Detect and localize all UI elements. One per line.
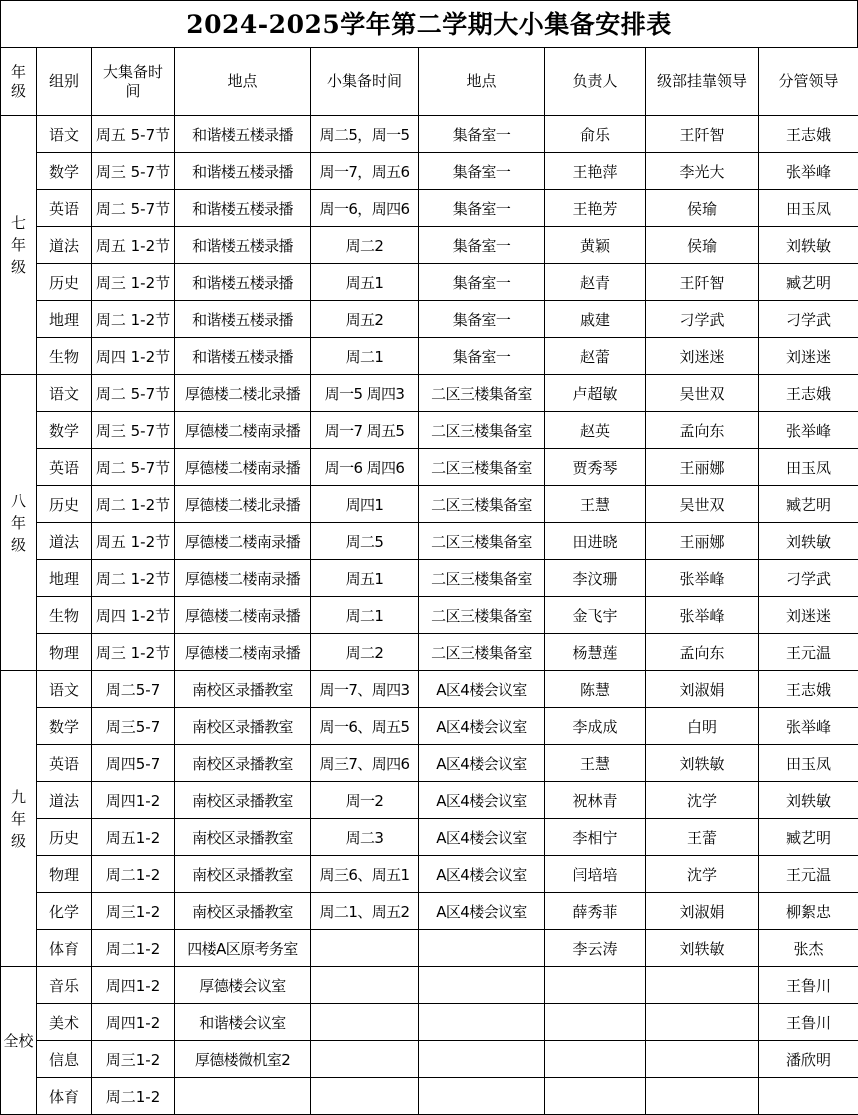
small-time-cell: 周五1: [311, 560, 419, 597]
subject-cell: 道法: [37, 227, 92, 264]
big-time-cell: 周四 1-2节: [92, 597, 175, 634]
table-row: [1, 745, 858, 782]
supervisor-cell: 田玉凤: [759, 745, 858, 782]
small-time-cell: 周二2: [311, 634, 419, 671]
small-time-cell: 周四1: [311, 486, 419, 523]
small-place-cell: A区4楼会议室: [419, 893, 545, 930]
big-time-cell: 周四5-7: [92, 745, 175, 782]
supervisor-cell: 刘迷迷: [759, 597, 858, 634]
big-time-cell: 周五 1-2节: [92, 523, 175, 560]
big-place-cell: 和谐楼五楼录播: [175, 227, 311, 264]
owner-cell: [545, 1004, 646, 1041]
owner-cell: [545, 1041, 646, 1078]
big-place-cell: 和谐楼五楼录播: [175, 301, 311, 338]
small-time-cell: 周二1: [311, 338, 419, 375]
small-place-cell: A区4楼会议室: [419, 745, 545, 782]
small-place-cell: 集备室一: [419, 338, 545, 375]
subject-cell: 历史: [37, 264, 92, 301]
big-time-cell: 周三1-2: [92, 1041, 175, 1078]
grade-cell: 九年级: [1, 671, 37, 967]
header-grade: 年级: [1, 48, 37, 116]
subject-cell: 英语: [37, 190, 92, 227]
grade-leader-cell: 吴世双: [646, 486, 759, 523]
grade-leader-cell: 沈学: [646, 782, 759, 819]
subject-cell: 道法: [37, 523, 92, 560]
grade-leader-cell: 刁学武: [646, 301, 759, 338]
big-time-cell: 周二 1-2节: [92, 486, 175, 523]
big-time-cell: 周二 5-7节: [92, 375, 175, 412]
owner-cell: 俞乐: [545, 116, 646, 153]
supervisor-cell: 刘迷迷: [759, 338, 858, 375]
small-time-cell: 周一7、周四3: [311, 671, 419, 708]
big-time-cell: 周二1-2: [92, 1078, 175, 1115]
table-row: [1, 1041, 858, 1078]
big-place-cell: 和谐楼五楼录播: [175, 190, 311, 227]
big-place-cell: 南校区录播教室: [175, 671, 311, 708]
small-time-cell: 周五1: [311, 264, 419, 301]
small-time-cell: 周二2: [311, 227, 419, 264]
supervisor-cell: 刘轶敏: [759, 523, 858, 560]
grade-leader-cell: 刘淑娟: [646, 893, 759, 930]
owner-cell: 金飞宇: [545, 597, 646, 634]
table-row: [1, 930, 858, 967]
grade-cell: 八年级: [1, 375, 37, 671]
small-time-cell: 周一5 周四3: [311, 375, 419, 412]
big-place-cell: 厚德楼会议室: [175, 967, 311, 1004]
supervisor-cell: 张杰: [759, 930, 858, 967]
grade-leader-cell: 吴世双: [646, 375, 759, 412]
owner-cell: 戚建: [545, 301, 646, 338]
table-row: [1, 856, 858, 893]
small-time-cell: 周五2: [311, 301, 419, 338]
owner-cell: 卢超敏: [545, 375, 646, 412]
grade-leader-cell: 张举峰: [646, 560, 759, 597]
big-place-cell: 和谐楼会议室: [175, 1004, 311, 1041]
supervisor-cell: 臧艺明: [759, 486, 858, 523]
subject-cell: 语文: [37, 116, 92, 153]
table-row: [1, 523, 858, 560]
owner-cell: 祝林青: [545, 782, 646, 819]
big-time-cell: 周三 1-2节: [92, 634, 175, 671]
owner-cell: [545, 967, 646, 1004]
small-place-cell: A区4楼会议室: [419, 782, 545, 819]
small-place-cell: 二区三楼集备室: [419, 486, 545, 523]
small-time-cell: 周一2: [311, 782, 419, 819]
header-small-time: 小集备时间: [311, 48, 419, 116]
supervisor-cell: 刘轶敏: [759, 782, 858, 819]
header-owner: 负责人: [545, 48, 646, 116]
table-row: [1, 597, 858, 634]
page-title: 2024-2025学年第二学期大小集备安排表: [0, 0, 858, 47]
big-time-cell: 周五1-2: [92, 819, 175, 856]
small-place-cell: A区4楼会议室: [419, 708, 545, 745]
small-time-cell: 周一6 周四6: [311, 449, 419, 486]
small-time-cell: [311, 930, 419, 967]
supervisor-cell: 王鲁川: [759, 1004, 858, 1041]
big-time-cell: 周三 5-7节: [92, 412, 175, 449]
subject-cell: 生物: [37, 597, 92, 634]
supervisor-cell: 田玉凤: [759, 449, 858, 486]
big-time-cell: 周五 1-2节: [92, 227, 175, 264]
owner-cell: 李相宁: [545, 819, 646, 856]
supervisor-cell: 王元温: [759, 634, 858, 671]
owner-cell: 赵英: [545, 412, 646, 449]
grade-leader-cell: 孟向东: [646, 412, 759, 449]
table-row: [1, 338, 858, 375]
owner-cell: 赵蕾: [545, 338, 646, 375]
small-time-cell: 周二5: [311, 523, 419, 560]
small-time-cell: 周一6，周四6: [311, 190, 419, 227]
grade-leader-cell: 王阡智: [646, 264, 759, 301]
small-place-cell: A区4楼会议室: [419, 819, 545, 856]
grade-leader-cell: 王丽娜: [646, 449, 759, 486]
table-row: [1, 1004, 858, 1041]
table-row: [1, 412, 858, 449]
big-place-cell: 和谐楼五楼录播: [175, 264, 311, 301]
small-place-cell: [419, 967, 545, 1004]
subject-cell: 数学: [37, 412, 92, 449]
owner-cell: 黄颖: [545, 227, 646, 264]
big-time-cell: 周二 5-7节: [92, 449, 175, 486]
small-place-cell: [419, 1078, 545, 1115]
grade-leader-cell: 刘迷迷: [646, 338, 759, 375]
small-time-cell: 周一7，周五6: [311, 153, 419, 190]
small-time-cell: 周一7 周五5: [311, 412, 419, 449]
header-supervisor: 分管领导: [759, 48, 858, 116]
big-time-cell: 周二 1-2节: [92, 560, 175, 597]
big-place-cell: 厚德楼二楼南录播: [175, 634, 311, 671]
small-place-cell: A区4楼会议室: [419, 671, 545, 708]
small-time-cell: 周二5，周一5: [311, 116, 419, 153]
big-time-cell: 周三5-7: [92, 708, 175, 745]
subject-cell: 体育: [37, 930, 92, 967]
subject-cell: 体育: [37, 1078, 92, 1115]
big-place-cell: 南校区录播教室: [175, 708, 311, 745]
subject-cell: 数学: [37, 708, 92, 745]
small-place-cell: 二区三楼集备室: [419, 523, 545, 560]
big-time-cell: 周三1-2: [92, 893, 175, 930]
big-time-cell: 周四 1-2节: [92, 338, 175, 375]
grade-leader-cell: [646, 1004, 759, 1041]
subject-cell: 地理: [37, 560, 92, 597]
big-place-cell: 四楼A区原考务室: [175, 930, 311, 967]
schedule-table: [0, 47, 858, 1115]
table-row: [1, 375, 858, 412]
big-time-cell: 周三 1-2节: [92, 264, 175, 301]
table-row: [1, 634, 858, 671]
small-place-cell: 集备室一: [419, 190, 545, 227]
small-place-cell: 二区三楼集备室: [419, 375, 545, 412]
supervisor-cell: 王志娥: [759, 671, 858, 708]
supervisor-cell: 田玉凤: [759, 190, 858, 227]
subject-cell: 物理: [37, 634, 92, 671]
table-row: [1, 264, 858, 301]
small-time-cell: 周三6、周五1: [311, 856, 419, 893]
big-time-cell: 周二 5-7节: [92, 190, 175, 227]
supervisor-cell: 柳絮忠: [759, 893, 858, 930]
table-row: [1, 708, 858, 745]
big-place-cell: 厚德楼二楼北录播: [175, 375, 311, 412]
table-row: [1, 227, 858, 264]
subject-cell: 化学: [37, 893, 92, 930]
grade-leader-cell: 王丽娜: [646, 523, 759, 560]
big-time-cell: 周二1-2: [92, 856, 175, 893]
grade-leader-cell: 王阡智: [646, 116, 759, 153]
owner-cell: 闫培培: [545, 856, 646, 893]
grade-leader-cell: 张举峰: [646, 597, 759, 634]
owner-cell: 薛秀菲: [545, 893, 646, 930]
subject-cell: 英语: [37, 449, 92, 486]
small-place-cell: [419, 930, 545, 967]
grade-leader-cell: 白明: [646, 708, 759, 745]
small-place-cell: 二区三楼集备室: [419, 560, 545, 597]
supervisor-cell: 臧艺明: [759, 264, 858, 301]
table-row: [1, 560, 858, 597]
header-big-time: 大集备时间: [92, 48, 175, 116]
big-place-cell: 南校区录播教室: [175, 856, 311, 893]
grade-cell: 七年级: [1, 116, 37, 375]
supervisor-cell: 王志娥: [759, 375, 858, 412]
big-time-cell: 周四1-2: [92, 782, 175, 819]
owner-cell: 赵青: [545, 264, 646, 301]
owner-cell: [545, 1078, 646, 1115]
big-place-cell: 和谐楼五楼录播: [175, 153, 311, 190]
supervisor-cell: [759, 1078, 858, 1115]
owner-cell: 贾秀琴: [545, 449, 646, 486]
owner-cell: 王慧: [545, 486, 646, 523]
grade-leader-cell: [646, 967, 759, 1004]
small-place-cell: 二区三楼集备室: [419, 412, 545, 449]
big-time-cell: 周二5-7: [92, 671, 175, 708]
small-time-cell: [311, 1078, 419, 1115]
grade-leader-cell: 李光大: [646, 153, 759, 190]
grade-leader-cell: 沈学: [646, 856, 759, 893]
owner-cell: 李成成: [545, 708, 646, 745]
small-place-cell: 集备室一: [419, 227, 545, 264]
big-place-cell: [175, 1078, 311, 1115]
table-row: [1, 893, 858, 930]
small-time-cell: 周一6、周五5: [311, 708, 419, 745]
big-time-cell: 周四1-2: [92, 1004, 175, 1041]
big-place-cell: 南校区录播教室: [175, 819, 311, 856]
table-row: [1, 967, 858, 1004]
header-subject: 组别: [37, 48, 92, 116]
owner-cell: 田进晓: [545, 523, 646, 560]
grade-leader-cell: 王蕾: [646, 819, 759, 856]
table-row: [1, 819, 858, 856]
owner-cell: 陈慧: [545, 671, 646, 708]
big-place-cell: 厚德楼二楼南录播: [175, 523, 311, 560]
big-time-cell: 周二1-2: [92, 930, 175, 967]
grade-leader-cell: 侯瑜: [646, 190, 759, 227]
table-row: [1, 116, 858, 153]
big-place-cell: 厚德楼二楼南录播: [175, 412, 311, 449]
big-time-cell: 周五 5-7节: [92, 116, 175, 153]
big-place-cell: 厚德楼二楼北录播: [175, 486, 311, 523]
header-grade-leader: 级部挂靠领导: [646, 48, 759, 116]
big-time-cell: 周二 1-2节: [92, 301, 175, 338]
supervisor-cell: 刁学武: [759, 560, 858, 597]
small-place-cell: 二区三楼集备室: [419, 634, 545, 671]
big-place-cell: 和谐楼五楼录播: [175, 116, 311, 153]
small-time-cell: 周二1、周五2: [311, 893, 419, 930]
owner-cell: 王艳萍: [545, 153, 646, 190]
table-row: [1, 486, 858, 523]
grade-leader-cell: 刘轶敏: [646, 745, 759, 782]
big-time-cell: 周四1-2: [92, 967, 175, 1004]
supervisor-cell: 王志娥: [759, 116, 858, 153]
small-place-cell: [419, 1004, 545, 1041]
small-time-cell: [311, 1004, 419, 1041]
subject-cell: 历史: [37, 819, 92, 856]
big-time-cell: 周三 5-7节: [92, 153, 175, 190]
supervisor-cell: 潘欣明: [759, 1041, 858, 1078]
subject-cell: 语文: [37, 375, 92, 412]
table-row: [1, 671, 858, 708]
big-place-cell: 厚德楼二楼南录播: [175, 560, 311, 597]
small-time-cell: 周二3: [311, 819, 419, 856]
owner-cell: 李汶珊: [545, 560, 646, 597]
big-place-cell: 和谐楼五楼录播: [175, 338, 311, 375]
owner-cell: 王艳芳: [545, 190, 646, 227]
small-place-cell: 集备室一: [419, 116, 545, 153]
small-place-cell: 集备室一: [419, 264, 545, 301]
owner-cell: 杨慧莲: [545, 634, 646, 671]
grade-leader-cell: 刘淑娟: [646, 671, 759, 708]
owner-cell: 李云涛: [545, 930, 646, 967]
grade-leader-cell: 侯瑜: [646, 227, 759, 264]
subject-cell: 物理: [37, 856, 92, 893]
subject-cell: 数学: [37, 153, 92, 190]
table-row: [1, 449, 858, 486]
supervisor-cell: 王元温: [759, 856, 858, 893]
table-row: [1, 153, 858, 190]
supervisor-cell: 王鲁川: [759, 967, 858, 1004]
small-place-cell: 集备室一: [419, 301, 545, 338]
table-row: [1, 301, 858, 338]
small-place-cell: 集备室一: [419, 153, 545, 190]
small-time-cell: [311, 967, 419, 1004]
subject-cell: 英语: [37, 745, 92, 782]
small-time-cell: [311, 1041, 419, 1078]
big-place-cell: 厚德楼微机室2: [175, 1041, 311, 1078]
small-place-cell: [419, 1041, 545, 1078]
small-time-cell: 周二1: [311, 597, 419, 634]
supervisor-cell: 臧艺明: [759, 819, 858, 856]
big-place-cell: 南校区录播教室: [175, 893, 311, 930]
subject-cell: 历史: [37, 486, 92, 523]
subject-cell: 道法: [37, 782, 92, 819]
owner-cell: 王慧: [545, 745, 646, 782]
big-place-cell: 厚德楼二楼南录播: [175, 449, 311, 486]
table-row: [1, 1078, 858, 1115]
subject-cell: 美术: [37, 1004, 92, 1041]
supervisor-cell: 张举峰: [759, 708, 858, 745]
grade-leader-cell: 刘轶敏: [646, 930, 759, 967]
subject-cell: 地理: [37, 301, 92, 338]
subject-cell: 语文: [37, 671, 92, 708]
grade-leader-cell: [646, 1041, 759, 1078]
table-row: [1, 782, 858, 819]
big-place-cell: 南校区录播教室: [175, 745, 311, 782]
grade-leader-cell: [646, 1078, 759, 1115]
subject-cell: 信息: [37, 1041, 92, 1078]
supervisor-cell: 刘轶敏: [759, 227, 858, 264]
small-place-cell: 二区三楼集备室: [419, 597, 545, 634]
header-small-place: 地点: [419, 48, 545, 116]
table-row: [1, 190, 858, 227]
small-place-cell: 二区三楼集备室: [419, 449, 545, 486]
subject-cell: 生物: [37, 338, 92, 375]
header-big-place: 地点: [175, 48, 311, 116]
grade-leader-cell: 孟向东: [646, 634, 759, 671]
subject-cell: 音乐: [37, 967, 92, 1004]
supervisor-cell: 刁学武: [759, 301, 858, 338]
big-place-cell: 南校区录播教室: [175, 782, 311, 819]
small-place-cell: A区4楼会议室: [419, 856, 545, 893]
header-row: [1, 48, 858, 116]
grade-cell: 全校: [1, 967, 37, 1115]
small-time-cell: 周三7、周四6: [311, 745, 419, 782]
big-place-cell: 厚德楼二楼南录播: [175, 597, 311, 634]
supervisor-cell: 张举峰: [759, 412, 858, 449]
supervisor-cell: 张举峰: [759, 153, 858, 190]
